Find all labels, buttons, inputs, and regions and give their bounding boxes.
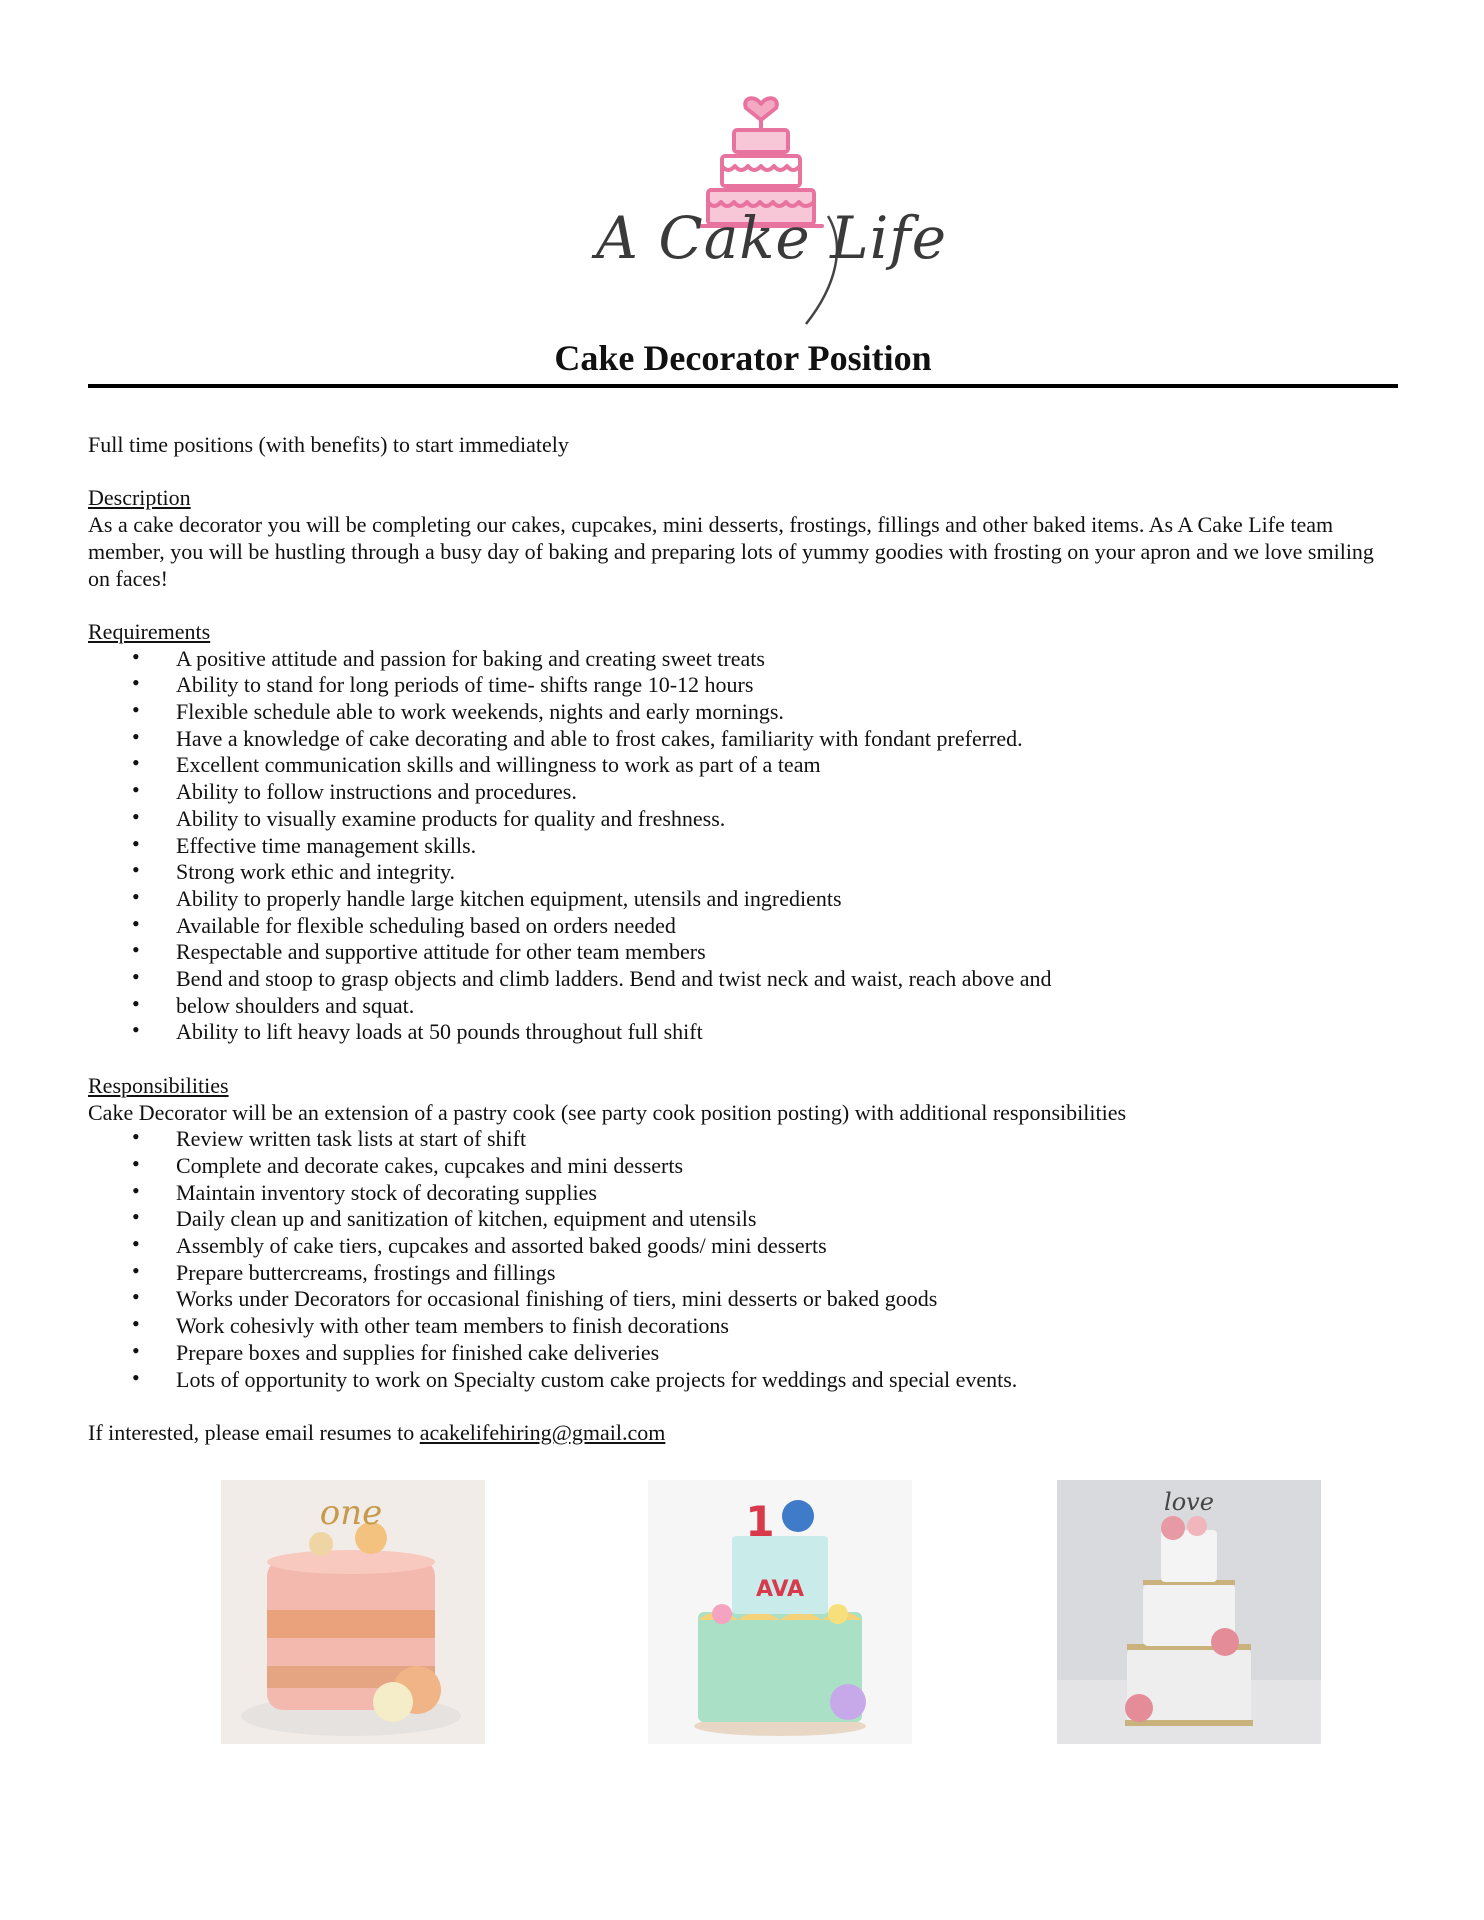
list-item: • Respectable and supportive attitude for other team members <box>176 939 1398 966</box>
cake-photo-birthday-cake <box>648 1480 912 1744</box>
description-text: As a cake decorator you will be completing our cakes, cupcakes, mini desserts, frostings, fillings and other baked items. As A Cake Life team member, you will be hustling through a busy day of baking and preparing lots of yummy goodies with frosting on your apron and we love smiling on faces! <box>88 512 1374 591</box>
list-item: • Prepare boxes and supplies for finished cake deliveries <box>176 1340 1398 1367</box>
responsibilities-list <box>88 1126 1398 1393</box>
list-item: • Assembly of cake tiers, cupcakes and assorted baked goods/ mini desserts <box>176 1233 1398 1260</box>
list-item: • Prepare buttercreams, frostings and fillings <box>176 1260 1398 1287</box>
list-item: • Maintain inventory stock of decorating supplies <box>176 1180 1398 1207</box>
list-item: • Effective time management skills. <box>176 833 1398 860</box>
description-heading: Description <box>88 485 191 511</box>
list-item: • Ability to visually examine products for quality and freshness. <box>176 806 1398 833</box>
list-item: • Flexible schedule able to work weekends, nights and early mornings. <box>176 699 1398 726</box>
list-item: • Bend and stoop to grasp objects and climb ladders. Bend and twist neck and waist, reach above and <box>176 966 1398 993</box>
list-item: • Ability to stand for long periods of time- shifts range 10-12 hours <box>176 672 1398 699</box>
responsibilities-intro: Cake Decorator will be an extension of a pastry cook (see party cook position posting) with additional responsibilities <box>88 1099 1127 1125</box>
requirements-list <box>88 646 1398 1047</box>
responsibilities-heading: Responsibilities <box>88 1072 229 1098</box>
title-divider <box>88 384 1398 388</box>
list-item: • Daily clean up and sanitization of kitchen, equipment and utensils <box>176 1206 1398 1233</box>
list-item: • Ability to lift heavy loads at 50 pounds throughout full shift <box>176 1019 1398 1046</box>
page-title: Cake Decorator Position <box>554 338 932 378</box>
logo-text: A Cake Life <box>596 204 948 272</box>
list-item: • A positive attitude and passion for baking and creating sweet treats <box>176 646 1398 673</box>
intro-text: Full time positions (with benefits) to start immediately <box>88 432 569 457</box>
list-item: • Complete and decorate cakes, cupcakes and mini desserts <box>176 1153 1398 1180</box>
list-item: • Work cohesivly with other team members to finish decorations <box>176 1313 1398 1340</box>
contact-prefix: If interested, please email resumes to <box>88 1419 420 1445</box>
list-item: • Ability to properly handle large kitchen equipment, utensils and ingredients <box>176 886 1398 913</box>
cake-photo-naked-cake <box>221 1480 485 1744</box>
requirements-heading: Requirements <box>88 618 211 644</box>
cake-topper-text: love <box>1164 1488 1214 1516</box>
job-posting-body <box>88 432 1398 1447</box>
logo <box>596 86 948 334</box>
email-link[interactable]: acakelifehiring@gmail.com <box>419 1419 666 1445</box>
cake-number-text: 1 <box>745 1497 775 1546</box>
cake-photo-wedding-cake <box>1057 1480 1321 1744</box>
list-item: • Available for flexible scheduling based on orders needed <box>176 913 1398 940</box>
list-item: • Review written task lists at start of shift <box>176 1126 1398 1153</box>
list-item: • below shoulders and squat. <box>176 993 1398 1020</box>
cake-name-text: AVA <box>755 1577 805 1602</box>
list-item: • Works under Decorators for occasional finishing of tiers, mini desserts or baked goods <box>176 1286 1398 1313</box>
list-item: • Ability to follow instructions and procedures. <box>176 779 1398 806</box>
cake-topper-text: one <box>319 1493 383 1533</box>
list-item: • Excellent communication skills and willingness to work as part of a team <box>176 752 1398 779</box>
contact-line <box>88 1420 1398 1447</box>
list-item: • Have a knowledge of cake decorating and able to frost cakes, familiarity with fondant preferred. <box>176 726 1398 753</box>
list-item: • Lots of opportunity to work on Specialty custom cake projects for weddings and special events. <box>176 1367 1398 1394</box>
list-item: • Strong work ethic and integrity. <box>176 859 1398 886</box>
